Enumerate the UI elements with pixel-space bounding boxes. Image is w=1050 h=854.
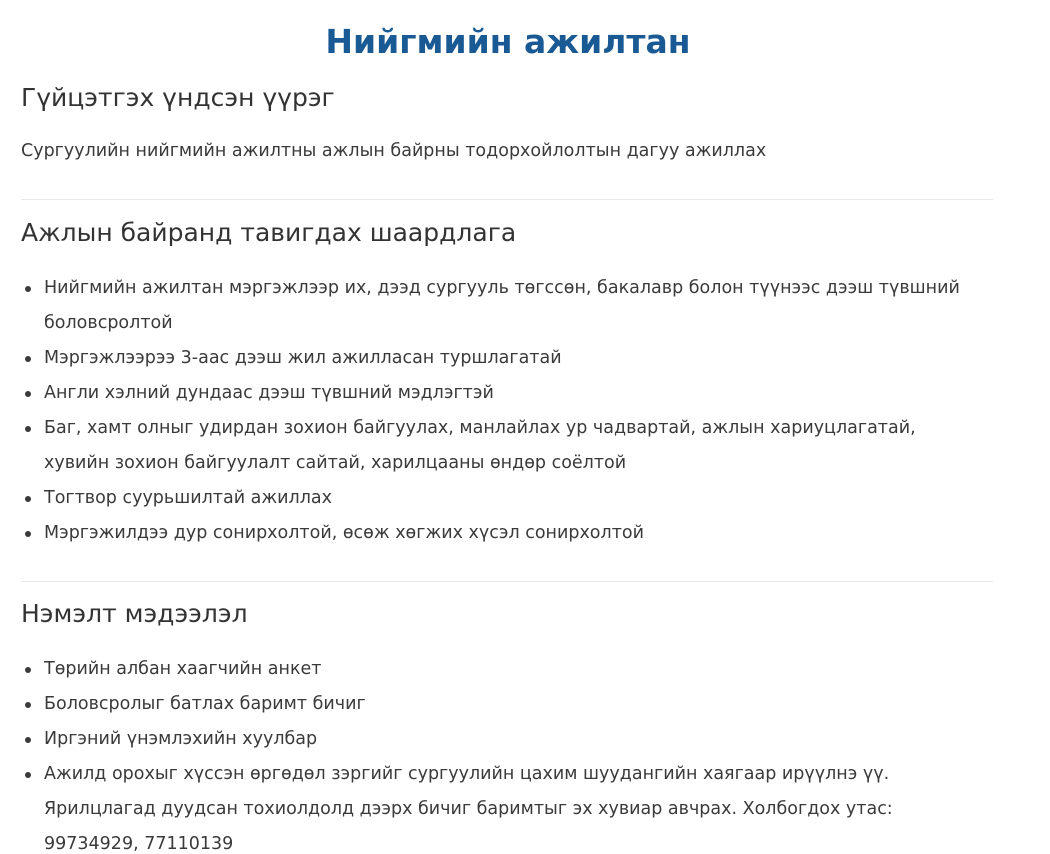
list-item-text: Тогтвор суурьшилтай ажиллах (44, 488, 332, 508)
additional-list-wrap (21, 652, 981, 854)
list-item (21, 757, 981, 854)
additional-info-list (21, 652, 981, 854)
list-item-text: Иргэний үнэмлэхийн хуулбар (44, 729, 318, 749)
bullet-icon (25, 667, 31, 673)
list-item (21, 341, 961, 376)
section-main-duties-body (21, 141, 993, 161)
section-heading: Нэмэлт мэдээлэл (21, 599, 248, 628)
bullet-icon (25, 737, 31, 743)
bullet-icon (25, 772, 31, 778)
section-main-duties (21, 83, 993, 112)
list-item (21, 411, 961, 481)
list-item-text: Төрийн албан хаагчийн анкет (44, 659, 322, 679)
list-item-text: Баг, хамт олныг удирдан зохион байгуулах, манлайлах ур чадвартай, ажлын хариуцлагатай, хувийн зохион байгуулалт сайтай, харилцааны өндөр соёлтой (44, 418, 916, 473)
bullet-icon (25, 356, 31, 362)
bullet-icon (25, 391, 31, 397)
bullet-icon (25, 531, 31, 537)
requirements-list (21, 271, 961, 551)
list-item (21, 652, 981, 687)
bullet-icon (25, 286, 31, 292)
divider (21, 581, 993, 582)
list-item-text: Ажилд орохыг хүссэн өргөдөл зэргийг сургуулийн цахим шуудангийн хаягаар ирүүлнэ үү. Ярилцлагад дуудсан тохиолдолд дээрх бичиг баримтыг эх хувиар авчрах. Холбогдох утас: 99734929, 77110139 (44, 764, 893, 854)
section-additional-info (21, 599, 993, 628)
bullet-icon (25, 426, 31, 432)
list-item (21, 376, 961, 411)
list-item (21, 481, 961, 516)
section-paragraph: Сургуулийн нийгмийн ажилтны ажлын байрны тодорхойлолтын дагуу ажиллах (21, 141, 767, 161)
section-heading: Ажлын байранд тавигдах шаардлага (21, 218, 517, 247)
section-requirements (21, 218, 993, 247)
list-item (21, 722, 981, 757)
list-item-text: Нийгмийн ажилтан мэргэжлээр их, дээд сургууль төгссөн, бакалавр болон түүнээс дээш түвшний боловсролтой (44, 278, 960, 333)
list-item-text: Мэргэжлээрээ 3-аас дээш жил ажилласан туршлагатай (44, 348, 562, 368)
page-title: Нийгмийн ажилтан (325, 22, 691, 61)
list-item-text: Мэргэжилдээ дур сонирхолтой, өсөж хөгжих хүсэл сонирхолтой (44, 523, 644, 543)
section-heading: Гүйцэтгэх үндсэн үүрэг (21, 83, 335, 112)
divider (21, 199, 993, 200)
list-item-text: Англи хэлний дундаас дээш түвшний мэдлэгтэй (44, 383, 494, 403)
list-item (21, 271, 961, 341)
bullet-icon (25, 496, 31, 502)
list-item-text: Боловсролыг батлах баримт бичиг (44, 694, 366, 714)
list-item (21, 687, 981, 722)
bullet-icon (25, 702, 31, 708)
list-item (21, 516, 961, 551)
requirements-list-wrap (21, 271, 961, 551)
